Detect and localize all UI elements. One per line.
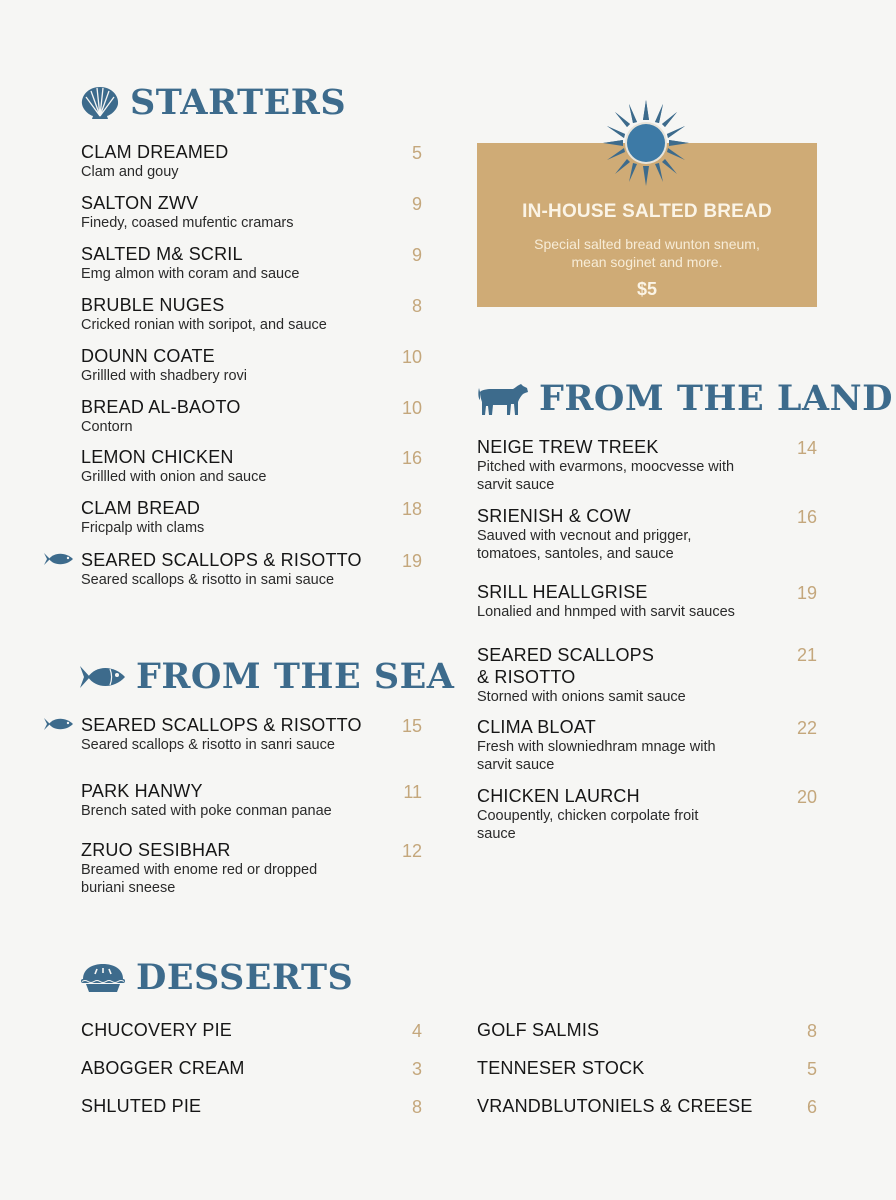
section-title-starters bbox=[80, 82, 346, 123]
item-price: 11 bbox=[403, 782, 422, 802]
item-desc: Brench sated with poke conman panae bbox=[81, 803, 332, 819]
section-title-text: FROM THE SEA bbox=[136, 656, 455, 697]
item-desc: Lonalied and hnmped with sarvit sauces bbox=[477, 604, 735, 620]
menu-item bbox=[81, 346, 247, 385]
item-name: ZRUO SESIBHAR bbox=[81, 840, 231, 860]
dessert-item bbox=[477, 1058, 645, 1079]
item-price: 19 bbox=[796, 583, 817, 603]
dessert-item bbox=[81, 1058, 245, 1079]
dessert-item bbox=[81, 1020, 232, 1041]
item-name: CLAM DREAMED bbox=[81, 142, 229, 162]
item-desc: Seared scallops & risotto in sanri sauce bbox=[81, 737, 335, 753]
item-desc: Finedy, coased mufentic cramars bbox=[81, 215, 294, 231]
item-name: CLIMA BLOAT bbox=[477, 717, 596, 737]
item-desc: Cooupently, chicken corpolate froit sauce bbox=[477, 808, 699, 842]
menu-item bbox=[81, 498, 204, 537]
menu-item bbox=[81, 781, 332, 820]
item-price: 6 bbox=[806, 1097, 817, 1117]
item-name: CHUCOVERY PIE bbox=[81, 1020, 232, 1040]
shell-icon bbox=[80, 85, 120, 121]
menu-item bbox=[81, 244, 299, 283]
menu-item bbox=[477, 437, 767, 494]
item-price: 10 bbox=[401, 398, 422, 418]
item-desc: Sauved with vecnout and prigger, tomatoes, santoles, and sauce bbox=[477, 528, 692, 562]
menu-item bbox=[81, 397, 241, 436]
item-price: 9 bbox=[411, 245, 422, 265]
item-price: 22 bbox=[796, 718, 817, 738]
menu-item bbox=[81, 840, 341, 897]
item-desc: Emg almon with coram and sauce bbox=[81, 266, 300, 282]
item-desc: Clam and gouy bbox=[81, 164, 179, 180]
item-name: SHLUTED PIE bbox=[81, 1096, 202, 1116]
menu-item bbox=[477, 717, 747, 774]
menu-item bbox=[81, 193, 293, 232]
item-name: SEARED SCALLOPS & RISOTTO bbox=[81, 550, 362, 570]
pie-icon bbox=[80, 963, 126, 993]
item-price: 5 bbox=[806, 1059, 817, 1079]
item-name: SRIENISH & COW bbox=[477, 506, 631, 526]
special-price: $5 bbox=[636, 279, 658, 299]
item-name: SALTON ZWV bbox=[81, 193, 199, 213]
item-price: 21 bbox=[796, 645, 817, 665]
item-name: CLAM BREAD bbox=[81, 498, 201, 518]
item-price: 18 bbox=[401, 499, 422, 519]
menu-item bbox=[477, 506, 737, 563]
menu-item bbox=[81, 715, 362, 754]
section-title-text: FROM THE LAND bbox=[539, 378, 893, 419]
item-price: 3 bbox=[411, 1059, 422, 1079]
item-name: SEARED SCALLOPS & RISOTTO bbox=[477, 645, 655, 687]
item-price: 16 bbox=[401, 448, 422, 468]
item-price: 20 bbox=[796, 787, 817, 807]
item-name: GOLF SALMIS bbox=[477, 1020, 600, 1040]
item-price: 15 bbox=[401, 716, 422, 736]
item-name: TENNESER STOCK bbox=[477, 1058, 645, 1078]
menu-item bbox=[81, 550, 362, 589]
item-desc: Storned with onions samit sauce bbox=[477, 689, 686, 705]
dessert-item bbox=[477, 1020, 599, 1041]
item-desc: Contorn bbox=[81, 419, 133, 435]
item-name: NEIGE TREW TREEK bbox=[477, 437, 659, 457]
item-price: 19 bbox=[401, 551, 422, 571]
fish-icon bbox=[44, 717, 74, 731]
menu-item bbox=[81, 142, 228, 181]
menu-item bbox=[81, 447, 266, 486]
item-price: 10 bbox=[401, 347, 422, 367]
fish-icon bbox=[44, 552, 74, 566]
item-name: SRILL HEALLGRISE bbox=[477, 582, 648, 602]
section-title-text: STARTERS bbox=[130, 82, 347, 123]
item-price: 9 bbox=[411, 194, 422, 214]
item-name: LEMON CHICKEN bbox=[81, 447, 234, 467]
special-desc: Special salted bread wunton sneum, mean soginet and more. bbox=[534, 236, 760, 270]
sun-icon-overlay bbox=[603, 100, 689, 186]
item-desc: Fricpalp with clams bbox=[81, 520, 205, 536]
item-desc: Grillled with shadbery rovi bbox=[81, 368, 248, 384]
menu-item bbox=[477, 582, 777, 621]
item-price: 16 bbox=[796, 507, 817, 527]
item-name: DOUNN COATE bbox=[81, 346, 215, 366]
item-price: 5 bbox=[411, 143, 422, 163]
item-price: 14 bbox=[796, 438, 817, 458]
menu-item bbox=[477, 786, 737, 843]
item-price: 12 bbox=[401, 841, 422, 861]
item-name: ABOGGER CREAM bbox=[81, 1058, 245, 1078]
item-price: 8 bbox=[806, 1021, 817, 1041]
dessert-item bbox=[81, 1096, 201, 1117]
fish-icon bbox=[80, 664, 126, 690]
item-name: BRUBLE NUGES bbox=[81, 295, 225, 315]
menu-item bbox=[81, 295, 327, 334]
cow-icon bbox=[477, 382, 529, 416]
item-name: PARK HANWY bbox=[81, 781, 203, 801]
section-title-desserts bbox=[80, 957, 353, 998]
item-price: 4 bbox=[411, 1021, 422, 1041]
menu-item bbox=[477, 644, 686, 706]
item-desc: Grillled with onion and sauce bbox=[81, 469, 267, 485]
section-title-from-the-sea bbox=[80, 656, 454, 697]
item-name: VRANDBLUTONIELS & CREESE bbox=[477, 1096, 753, 1116]
item-desc: Pitched with evarmons, moocvesse with sarvit sauce bbox=[477, 459, 735, 493]
item-name: SEARED SCALLOPS & RISOTTO bbox=[81, 715, 362, 735]
section-title-text: DESSERTS bbox=[136, 957, 354, 998]
item-price: 8 bbox=[411, 296, 422, 316]
item-name: CHICKEN LAURCH bbox=[477, 786, 640, 806]
item-name: BREAD AL-BAOTO bbox=[81, 397, 241, 417]
item-name: SALTED M& SCRIL bbox=[81, 244, 243, 264]
section-title-from-the-land bbox=[477, 378, 893, 419]
dessert-item bbox=[477, 1096, 753, 1117]
item-desc: Breamed with enome red or dropped buriani sneese bbox=[81, 862, 318, 896]
item-desc: Fresh with slowniedhram mnage with sarvit sauce bbox=[477, 739, 716, 773]
item-desc: Cricked ronian with soripot, and sauce bbox=[81, 317, 327, 333]
item-price: 8 bbox=[411, 1097, 422, 1117]
special-title: IN-HOUSE SALTED BREAD bbox=[522, 201, 772, 222]
item-desc: Seared scallops & risotto in sami sauce bbox=[81, 572, 335, 588]
